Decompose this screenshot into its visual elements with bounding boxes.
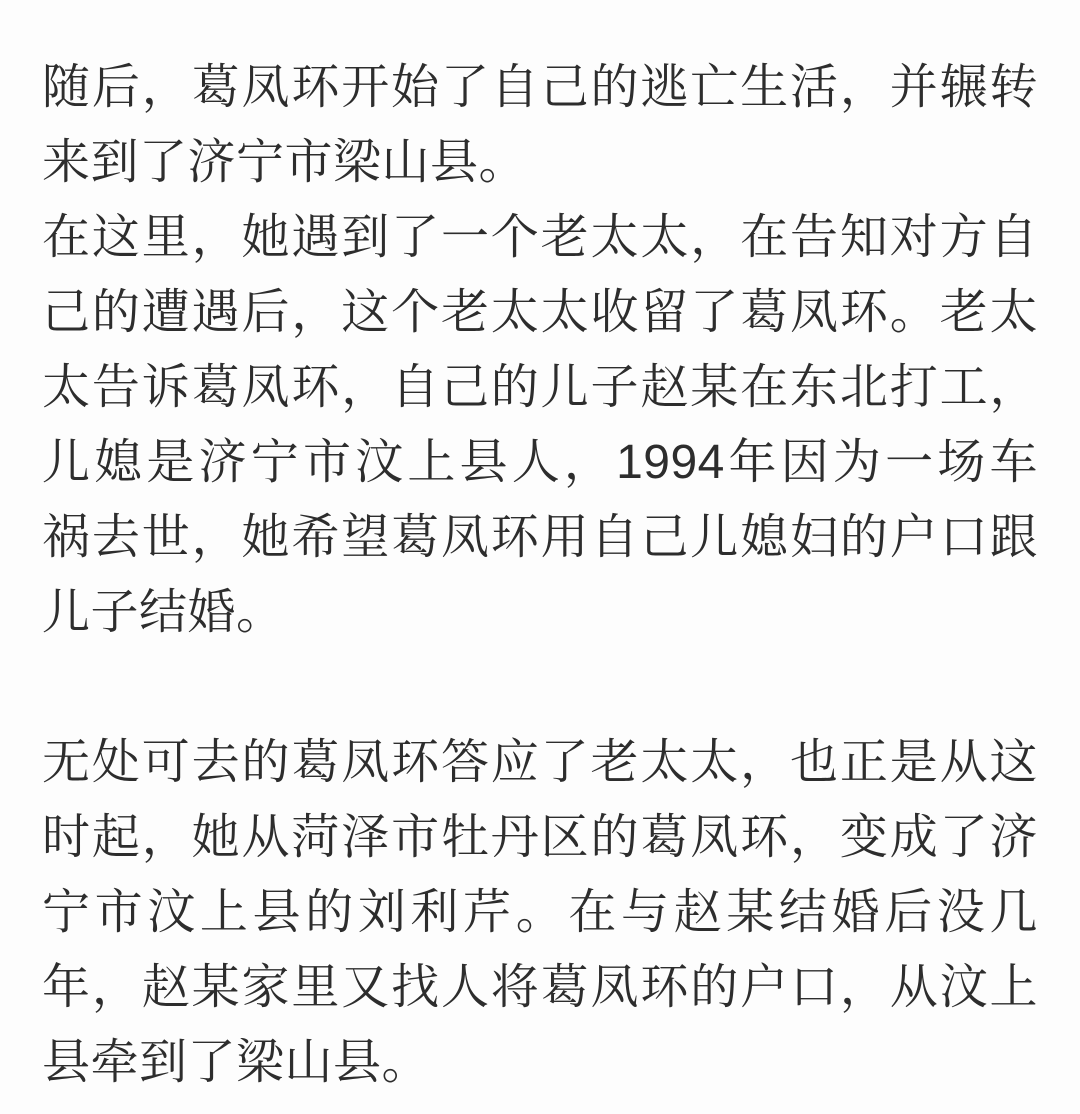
text-line: 县牵到了梁山县。	[42, 1036, 431, 1089]
paragraph-1	[42, 50, 1038, 200]
text-line: 在这里，她遇到了一个老太太，在告知对方自	[42, 211, 1038, 264]
text-line: 太告诉葛凤环，自己的儿子赵某在东北打工，	[42, 361, 1038, 414]
text-line: 年，赵某家里又找人将葛凤环的户口，从汶上	[42, 961, 1038, 1014]
text-line: 祸去世，她希望葛凤环用自己儿媳妇的户口跟	[42, 511, 1038, 564]
text-line: 来到了济宁市梁山县。	[42, 136, 528, 189]
text-line: 儿子结婚。	[42, 586, 285, 639]
paragraph-3	[42, 725, 1038, 1100]
text-line: 儿媳是济宁市汶上县人，1994年因为一场车	[42, 436, 1038, 489]
text-line: 己的遭遇后，这个老太太收留了葛凤环。老太	[42, 286, 1038, 339]
text-line: 宁市汶上县的刘利芹。在与赵某结婚后没几	[42, 886, 1038, 939]
text-line: 无处可去的葛凤环答应了老太太，也正是从这	[42, 736, 1038, 789]
paragraph-2	[42, 200, 1038, 650]
text-line: 随后，葛凤环开始了自己的逃亡生活，并辗转	[42, 61, 1038, 114]
text-line: 时起，她从菏泽市牡丹区的葛凤环，变成了济	[42, 811, 1038, 864]
paragraph-gap	[42, 650, 1038, 725]
